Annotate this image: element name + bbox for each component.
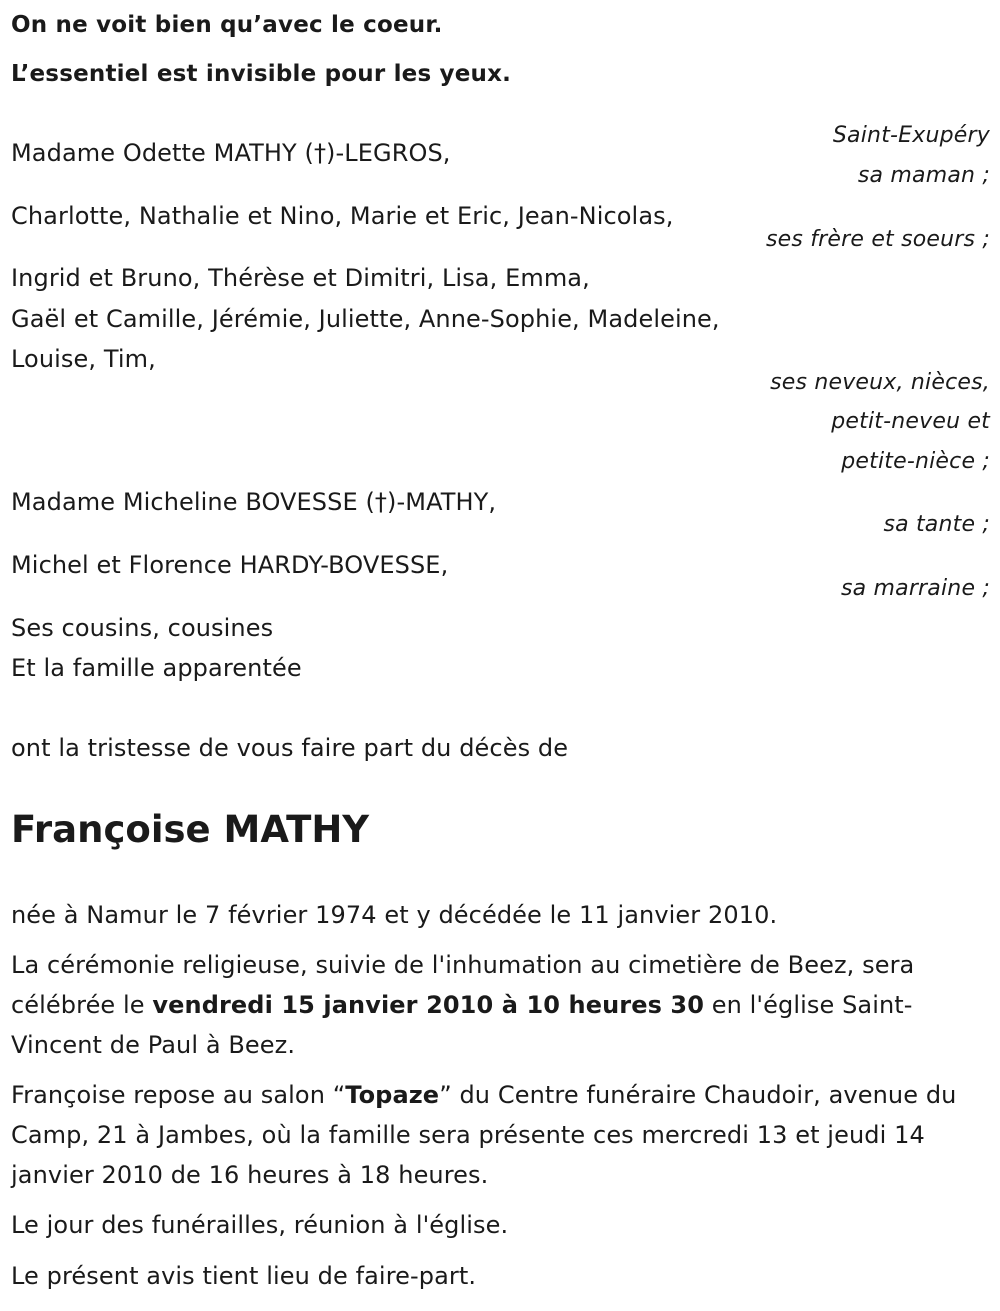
nephews-relation-3: petite-nièce ; [841,449,990,474]
salon-name: Topaze [345,1081,440,1109]
ceremony-date-time: vendredi 15 janvier 2010 à 10 heures 30 [152,991,705,1019]
repose-text-end: ” du Centre funéraire Chaudoir, avenue du Camp, 21 à Jambes, où la famille sera présente ces mercredi 13 et jeudi 14 janvier 2010 de 16 heures à 18 heures. [11,1081,957,1189]
announcement-text: ont la tristesse de vous faire part du décès de [11,734,569,762]
nephews-relation-2: petit-neveu et [831,409,990,434]
aunt-relation: sa tante ; [883,512,990,537]
godmother-relation: sa marraine ; [840,576,990,601]
aunt-name: Madame Micheline BOVESSE (†)-MATHY, [11,488,497,516]
cousins-line: Ses cousins, cousines [11,614,274,642]
godmother-name: Michel et Florence HARDY-BOVESSE, [11,551,449,579]
epigraph-line-1: On ne voit bien qu’avec le coeur. [11,12,443,38]
nephews-line-1: Ingrid et Bruno, Thérèse et Dimitri, Lisa, Emma, [11,264,590,292]
ceremony-text-start: La cérémonie religieuse, suivie de l'inhumation au cimetière de Beez, sera célébrée le [11,951,915,1019]
mother-relation: sa maman ; [857,163,990,188]
repose-paragraph [11,1075,996,1195]
epigraph-line-2: L’essentiel est invisible pour les yeux. [11,61,512,87]
ceremony-text-end: en l'église Saint-Vincent de Paul à Beez. [11,991,913,1059]
epigraph-author: Saint-Exupéry [832,123,990,148]
repose-text-start: Françoise repose au salon “ [11,1081,346,1109]
meeting-line: Le jour des funérailles, réunion à l'église. [11,1211,509,1239]
deceased-name: Françoise MATHY [11,808,370,851]
relatives-line: Et la famille apparentée [11,654,302,682]
mother-name: Madame Odette MATHY (†)-LEGROS, [11,139,451,167]
siblings-relation: ses frère et soeurs ; [765,227,990,252]
nephews-line-3: Louise, Tim, [11,345,156,373]
siblings-names: Charlotte, Nathalie et Nino, Marie et Eric, Jean-Nicolas, [11,202,674,230]
nephews-line-2: Gaël et Camille, Jérémie, Juliette, Anne-Sophie, Madeleine, [11,305,720,333]
nephews-relation-1: ses neveux, nièces, [770,370,990,395]
ceremony-paragraph [11,945,996,1065]
notice-line: Le présent avis tient lieu de faire-part. [11,1262,477,1290]
birth-death-line: née à Namur le 7 février 1974 et y décédée le 11 janvier 2010. [11,901,778,929]
